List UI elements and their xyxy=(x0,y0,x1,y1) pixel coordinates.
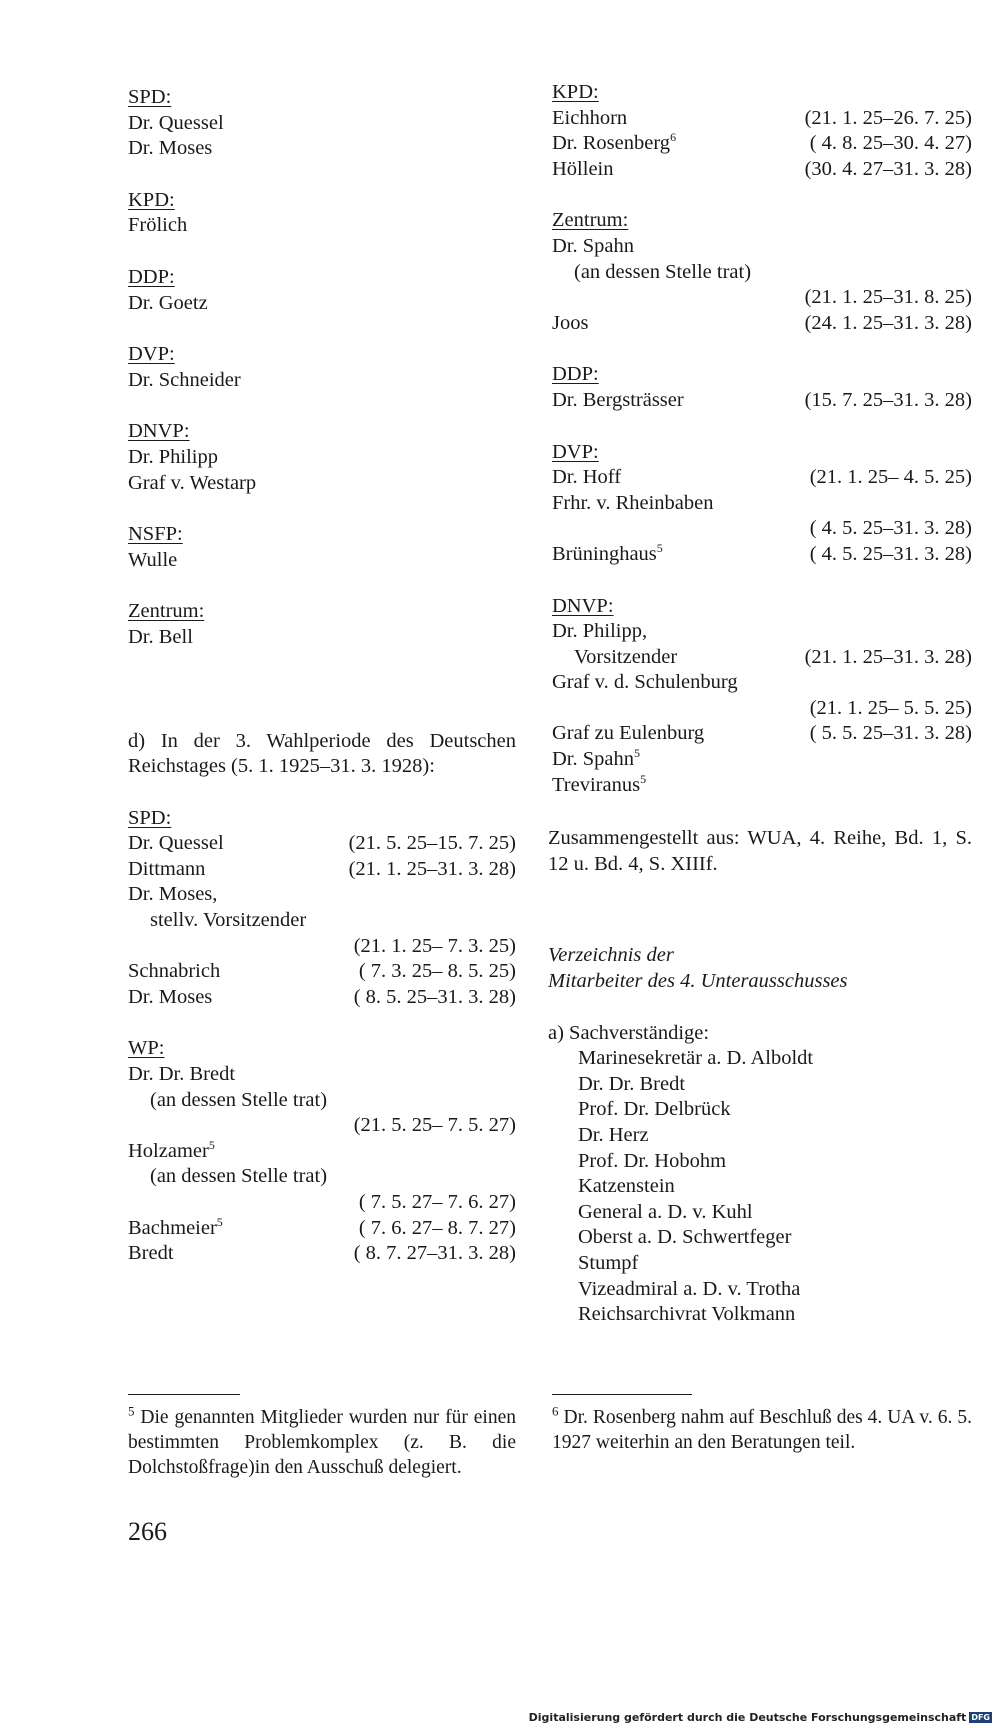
dfg-logo: DFG xyxy=(971,1713,990,1722)
member-dates: ( 4. 5. 25–31. 3. 28) xyxy=(809,517,972,540)
member-name: Dr. Quessel xyxy=(128,832,224,855)
member-row xyxy=(552,696,972,722)
credit-text: Digitalisierung gefördert durch die Deutsche Forschungsgemeinschaft xyxy=(528,1711,967,1724)
member-name: Graf v. Westarp xyxy=(128,471,257,494)
member-name: Eichhorn xyxy=(552,106,628,129)
expert-item: General a. D. v. Kuhl xyxy=(578,1200,753,1223)
expert-item: Reichsarchivrat Volkmann xyxy=(578,1303,796,1326)
member-name: Dr. Schneider xyxy=(128,368,241,391)
member-row xyxy=(128,831,516,857)
member-row xyxy=(552,131,972,157)
member-name xyxy=(552,131,676,157)
member-name: Graf v. d. Schulenburg xyxy=(552,671,738,694)
party-group xyxy=(128,265,516,316)
party-group xyxy=(128,342,516,393)
member-name-text: Treviranus xyxy=(552,773,641,796)
member-row xyxy=(128,1113,516,1139)
member-name: Dr. Bell xyxy=(128,625,193,648)
wp-group xyxy=(128,1036,516,1266)
footnote-rule-right xyxy=(552,1394,692,1395)
member-dates: (21. 1. 25– 7. 3. 25) xyxy=(353,934,516,957)
right-column xyxy=(548,80,972,1328)
member-dates: (15. 7. 25–31. 3. 28) xyxy=(804,388,972,411)
member-row xyxy=(128,1241,516,1267)
party-group xyxy=(128,522,516,573)
member-row xyxy=(552,388,972,414)
member-name: Bredt xyxy=(128,1242,174,1265)
member-role: Vorsitzender xyxy=(574,645,678,668)
member-name xyxy=(552,542,663,568)
member-row xyxy=(552,516,972,542)
member-name xyxy=(552,747,972,773)
member-name: Dr. Hoff xyxy=(552,466,622,489)
member-name: Dr. Bergsträsser xyxy=(552,388,684,411)
member-dates: (21. 1. 25–26. 7. 25) xyxy=(804,106,972,129)
member-name: Dr. Quessel xyxy=(128,111,224,134)
footnote-ref: 5 xyxy=(216,1214,223,1229)
left-party-groups xyxy=(128,85,516,651)
member-row xyxy=(128,1216,516,1242)
party-group xyxy=(128,188,516,239)
spd-period3-group xyxy=(128,806,516,1011)
member-name: Wulle xyxy=(128,548,178,571)
member-row xyxy=(552,106,972,132)
footnote-mark: 6 xyxy=(552,1403,559,1419)
footnote-mark: 5 xyxy=(128,1403,135,1419)
expert-item: Prof. Dr. Hobohm xyxy=(578,1149,727,1172)
footnote-6 xyxy=(552,1405,972,1455)
footnote-ref: 5 xyxy=(634,746,640,761)
member-name-text: Dr. Rosenberg xyxy=(552,132,671,155)
ddp-period3-group xyxy=(552,362,972,413)
expert-item: Katzenstein xyxy=(578,1175,675,1198)
member-dates: (21. 5. 25– 7. 5. 27) xyxy=(353,1114,516,1137)
member-name: Dr. Moses xyxy=(128,985,213,1008)
party-heading: DVP: xyxy=(552,440,599,463)
member-dates: (30. 4. 27–31. 3. 28) xyxy=(804,157,972,180)
member-name: Dr. Moses xyxy=(128,137,213,160)
party-heading: DDP: xyxy=(552,363,599,386)
party-heading: NSFP: xyxy=(128,523,183,546)
footnote-text: Dr. Rosenberg nahm auf Beschluß des 4. UA v. 6. 5. 1927 weiterhin an den Beratungen teil. xyxy=(552,1407,972,1453)
expert-item: Prof. Dr. Delbrück xyxy=(578,1098,731,1121)
section-heading-line2: Mitarbeiter des 4. Unterausschusses xyxy=(548,970,848,993)
zentrum-period3-group xyxy=(552,208,972,336)
member-row xyxy=(128,857,516,883)
kpd-period3-group xyxy=(552,80,972,182)
member-name: Dittmann xyxy=(128,857,206,880)
member-note: (an dessen Stelle trat) xyxy=(574,260,752,283)
party-heading: DNVP: xyxy=(552,594,614,617)
member-dates: (21. 1. 25– 5. 5. 25) xyxy=(809,696,972,719)
party-group xyxy=(128,85,516,162)
expert-item: Vizeadmiral a. D. v. Trotha xyxy=(578,1277,801,1300)
footnote-ref: 5 xyxy=(656,541,663,556)
member-row xyxy=(552,465,972,491)
expert-item: Marinesekretär a. D. Alboldt xyxy=(578,1047,814,1070)
member-row xyxy=(552,542,972,568)
expert-item: Dr. Herz xyxy=(578,1124,649,1146)
member-dates: (24. 1. 25–31. 3. 28) xyxy=(804,311,972,334)
member-dates: (21. 1. 25–31. 3. 28) xyxy=(804,645,972,668)
footnote-text: Die genannten Mitglieder wurden nur für einen bestimmten Problemkomplex (z. B. die Dolchstoßfrage)in den Ausschuß delegiert. xyxy=(128,1407,516,1478)
member-name: Höllein xyxy=(552,157,614,180)
party-group xyxy=(128,599,516,650)
party-heading: DNVP: xyxy=(128,420,190,443)
member-name-text: Dr. Spahn xyxy=(552,748,634,771)
member-name: Frölich xyxy=(128,214,188,237)
member-row xyxy=(552,721,972,747)
member-name-text: Brüninghaus xyxy=(552,542,657,565)
experts-list xyxy=(552,1046,972,1328)
member-name: Joos xyxy=(552,311,589,334)
section-d-paragraph: d) In der 3. Wahlperiode des Deutschen Reichstages (5. 1. 1925–31. 3. 1928): xyxy=(128,729,516,778)
party-heading: WP: xyxy=(128,1037,165,1060)
footnote-ref: 5 xyxy=(208,1137,215,1152)
digitization-credit xyxy=(529,1711,992,1724)
member-name: Graf zu Eulenburg xyxy=(552,722,705,745)
expert-item: Stumpf xyxy=(578,1251,639,1274)
party-heading: Zentrum: xyxy=(128,600,205,623)
expert-item: Dr. Dr. Bredt xyxy=(578,1072,686,1095)
member-row xyxy=(552,645,972,671)
member-row xyxy=(128,959,516,985)
party-group xyxy=(128,419,516,496)
member-row xyxy=(552,285,972,311)
experts-label: a) Sachverständige: xyxy=(548,1021,710,1044)
member-name xyxy=(128,1216,223,1242)
expert-item: Oberst a. D. Schwertfeger xyxy=(578,1226,792,1249)
member-name: Frhr. v. Rheinbaben xyxy=(552,491,714,514)
footnote-5 xyxy=(128,1405,516,1480)
party-heading: DDP: xyxy=(128,265,175,288)
party-heading: SPD: xyxy=(128,86,172,108)
member-row xyxy=(128,1190,516,1216)
member-dates: ( 8. 5. 25–31. 3. 28) xyxy=(353,985,516,1008)
member-dates: ( 5. 5. 25–31. 3. 28) xyxy=(809,722,972,745)
party-heading: Zentrum: xyxy=(552,209,629,232)
member-row xyxy=(128,934,516,960)
member-dates: ( 7. 5. 27– 7. 6. 27) xyxy=(358,1191,516,1213)
member-dates: ( 7. 6. 27– 8. 7. 27) xyxy=(358,1216,516,1239)
member-dates: (21. 1. 25– 4. 5. 25) xyxy=(809,466,972,489)
member-name: Dr. Goetz xyxy=(128,291,208,314)
source-note: Zusammengestellt aus: WUA, 4. Reihe, Bd. 1, S. 12 u. Bd. 4, S. XIIIf. xyxy=(548,827,972,875)
dvp-period3-group xyxy=(552,440,972,568)
member-name xyxy=(128,1139,516,1165)
member-name: Dr. Dr. Bredt xyxy=(128,1063,236,1086)
member-name: Dr. Moses, xyxy=(128,883,218,906)
footnote-ref: 6 xyxy=(670,130,677,145)
member-dates: ( 4. 8. 25–30. 4. 27) xyxy=(809,132,972,155)
member-note: (an dessen Stelle trat) xyxy=(150,1165,328,1188)
member-name: Dr. Philipp, xyxy=(552,620,648,643)
party-heading: DVP: xyxy=(128,343,175,366)
party-heading: KPD: xyxy=(128,188,175,211)
party-heading: KPD: xyxy=(552,81,599,103)
page-number: 266 xyxy=(128,1517,167,1546)
member-name: Schnabrich xyxy=(128,960,221,983)
left-column xyxy=(128,85,516,1293)
footnote-rule-left xyxy=(128,1394,240,1395)
member-name: Dr. Philipp xyxy=(128,445,218,468)
member-dates: (21. 1. 25–31. 8. 25) xyxy=(804,286,972,309)
member-row xyxy=(552,157,972,183)
member-dates: ( 7. 3. 25– 8. 5. 25) xyxy=(358,960,516,983)
member-row xyxy=(552,311,972,337)
dnvp-period3-group xyxy=(552,594,972,799)
party-heading: SPD: xyxy=(128,806,172,829)
member-name-text: Holzamer xyxy=(128,1139,209,1162)
member-name xyxy=(552,773,972,799)
member-role: stellv. Vorsitzender xyxy=(150,909,307,932)
member-note: (an dessen Stelle trat) xyxy=(150,1088,328,1111)
section-heading-line1: Verzeichnis der xyxy=(548,944,674,967)
member-name: Dr. Spahn xyxy=(552,234,634,257)
footnote-ref: 5 xyxy=(640,771,647,786)
member-dates: (21. 1. 25–31. 3. 28) xyxy=(348,857,516,880)
member-name-text: Bachmeier xyxy=(128,1216,217,1239)
member-dates: ( 8. 7. 27–31. 3. 28) xyxy=(353,1242,516,1265)
member-row xyxy=(128,985,516,1011)
member-dates: (21. 5. 25–15. 7. 25) xyxy=(348,832,516,855)
member-dates: ( 4. 5. 25–31. 3. 28) xyxy=(809,542,972,565)
